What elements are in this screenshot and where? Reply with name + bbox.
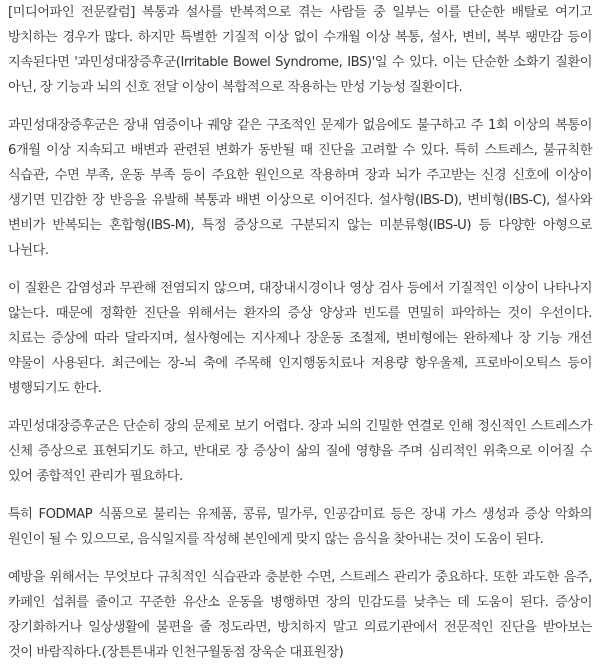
article-paragraph-intro: [미디어파인 전문칼럼] 복통과 설사를 반복적으로 겪는 사람들 중 일부는 이를 단순한 배탈로 여기고 방치하는 경우가 많다. 하지만 특별한 기질적 이상 없이 수개월 이상 복통, 설사, 변비, 복부 팽만감 등이 지속된다면 '과민성대장증후군(Irritable Bowel Syndrome, IBS)'일 수 있다. 이는 단순한 소화기 질환이 아닌, 장 기능과 뇌의 신호 전달 이상이 복합적으로 작용하는 만성 기능성 질환이다. [8,5,592,95]
article-paragraph-prevention: 예방을 위해서는 무엇보다 규칙적인 식습관과 충분한 수면, 스트레스 관리가 중요하다. 또한 과도한 음주, 카페인 섭취를 줄이고 꾸준한 유산소 운동을 병행하면 장의 민감도를 낮추는 데 도움이 된다. 증상이 장기화하거나 일상생활에 불편을 줄 정도라면, 방치하지 말고 의료기관에서 전문적인 진단을 받아보는 것이 바람직하다.(장튼튼내과 인천구월동점 장욱순 대표원장) [8,570,592,660]
article-paragraph-gut-brain: 과민성대장증후군은 단순히 장의 문제로 보기 어렵다. 장과 뇌의 긴밀한 연결로 인해 정신적인 스트레스가 신체 증상으로 표현되기도 하고, 반대로 장 증상이 삶의 질에 영향을 주며 심리적인 위축으로 이어질 수 있어 종합적인 관리가 필요하다. [8,419,592,484]
article-paragraph-definition: 과민성대장증후군은 장내 염증이나 궤양 같은 구조적인 문제가 없음에도 불구하고 주 1회 이상의 복통이 6개월 이상 지속되고 배변과 관련된 변화가 동반될 때 진단을 고려할 수 있다. 특히 스트레스, 불규칙한 식습관, 수면 부족, 운동 부족 등이 주요한 원인으로 작용하며 장과 뇌가 주고받는 신경 신호에 이상이 생기면 민감한 장 반응을 유발해 복통과 배변 이상으로 이어진다. 설사형(IBS-D), 변비형(IBS-C), 설사와 변비가 반복되는 혼합형(IBS-M), 특정 증상으로 구분되지 않는 미분류형(IBS-U) 등 다양한 아형으로 나뉜다. [8,118,592,258]
article-paragraph-diagnosis-treatment: 이 질환은 감염성과 무관해 전염되지 않으며, 대장내시경이나 영상 검사 등에서 기질적인 이상이 나타나지 않는다. 때문에 정확한 진단을 위해서는 환자의 증상 양상과 빈도를 면밀히 파악하는 것이 우선이다. 치료는 증상에 따라 달라지며, 설사형에는 지사제나 장운동 조절제, 변비형에는 완하제나 장 기능 개선 약물이 사용된다. 최근에는 장-뇌 축에 주목해 인지행동치료나 저용량 항우울제, 프로바이오틱스 등이 병행되기도 한다. [8,281,592,396]
article-paragraph-fodmap: 특히 FODMAP 식품으로 불리는 유제품, 콩류, 밀가루, 인공감미료 등은 장내 가스 생성과 증상 악화의 원인이 될 수 있으므로, 음식일지를 작성해 본인에게 맞지 않는 음식을 찾아내는 것이 도움이 된다. [8,507,592,547]
